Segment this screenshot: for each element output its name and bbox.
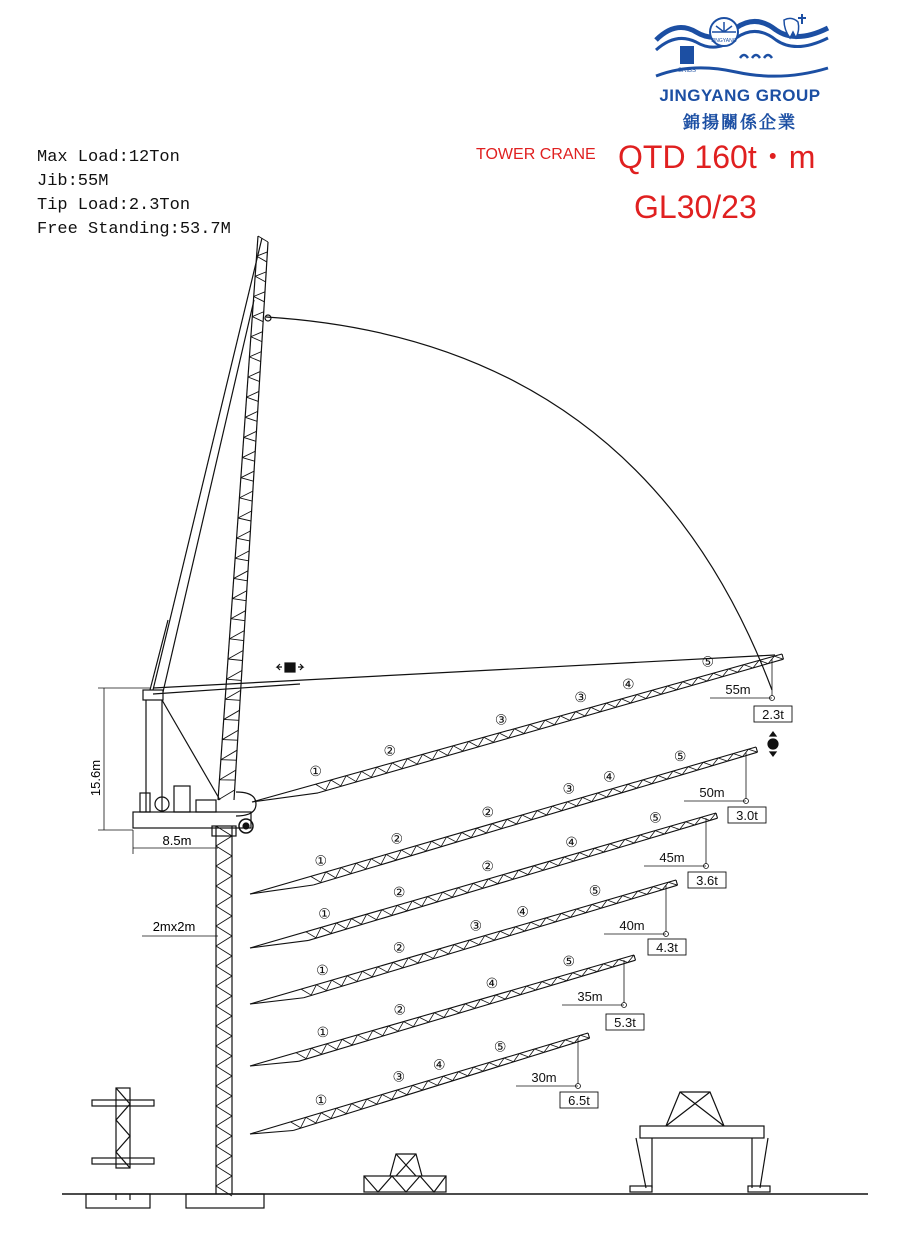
jib-section-marker: ③ (562, 780, 576, 797)
jib-section-marker: ④ (602, 768, 616, 785)
jib-luffing-arc (266, 317, 772, 690)
jib-lacing (311, 749, 758, 882)
jib-section-marker: ④ (432, 1056, 446, 1073)
jib-chord (250, 885, 313, 894)
counterweight-block (140, 793, 150, 812)
jib-configurations (250, 654, 792, 1134)
crane-type-label: TOWER CRANE (476, 146, 596, 163)
jib-section-marker: ② (392, 883, 406, 900)
jib-load-label: 6.5t (568, 1093, 590, 1108)
jib-load-label: 5.3t (614, 1015, 636, 1030)
jib-chord (252, 654, 782, 802)
model-title: QTD 160t・m (618, 139, 816, 175)
hoist-arrow-up (770, 732, 776, 736)
jib-reach-label: 30m (531, 1070, 557, 1085)
cab-box (196, 800, 216, 812)
luffing-jib-raised (218, 236, 268, 800)
jib-section-marker: ⑤ (588, 882, 602, 899)
logo-badge-text: JINGYANG (711, 38, 737, 44)
jib-section-marker: ① (318, 905, 331, 922)
jib-chord (250, 952, 634, 1066)
jib-reach-label: 50m (699, 785, 725, 800)
trolley-icon (285, 663, 295, 672)
jib-tip (634, 955, 635, 960)
jib-section-marker: ② (392, 939, 406, 956)
trolley-arrow-left (277, 664, 282, 670)
spec-tip-load: Tip Load:2.3Ton (37, 196, 191, 215)
jib-section-marker: ④ (565, 833, 578, 850)
jib-section-marker: ① (314, 852, 328, 869)
jib-section-marker: ⑤ (493, 1038, 507, 1055)
jib-tip-sheave (265, 315, 271, 321)
jib-tip (716, 813, 718, 818)
jib-config (250, 953, 644, 1066)
jib-config (252, 654, 792, 802)
dim-counter-jib-height: 15.6m (88, 759, 103, 797)
jib-section-marker: ⑤ (562, 952, 576, 969)
jib-lacing (316, 653, 784, 790)
company-name: JINGYANG GROUP (659, 86, 821, 105)
hoist-arrow-down (770, 752, 776, 756)
mast-lacing (216, 826, 232, 1196)
jib-section-marker: ④ (516, 903, 529, 920)
crane-structure (62, 236, 868, 1208)
a-frame-brace (162, 700, 220, 800)
trolley-arrow-right (298, 664, 303, 670)
jib-section-marker: ② (390, 830, 404, 847)
machinery-house (174, 786, 190, 812)
pendant-rope (153, 238, 262, 690)
jib-load-label: 2.3t (762, 707, 784, 722)
jib-section-marker: ① (314, 1091, 328, 1108)
jib-section-marker: ② (383, 742, 397, 759)
climbing-frame (92, 1088, 154, 1168)
jib-section-marker: ③ (392, 1068, 406, 1085)
slew-ring-center (243, 823, 249, 829)
jib-chord (250, 880, 676, 1004)
jib-load-label: 4.3t (656, 940, 678, 955)
jib-section-marker: ① (309, 763, 322, 780)
jib-section-marker: ① (316, 961, 329, 978)
jib-section-marker: ③ (469, 917, 483, 934)
jib-section-marker: ⑤ (701, 653, 715, 670)
dim-counter-jib-length: 8.5m (162, 833, 192, 848)
jib-section-marker: ⑤ (673, 748, 687, 765)
jib-section-marker: ② (481, 858, 494, 875)
jib-section-marker: ④ (485, 975, 499, 992)
side-foundation (86, 1194, 150, 1208)
jib-reach-label: 35m (577, 989, 603, 1004)
company-name-cn: 錦揚關係企業 (683, 113, 797, 133)
gantry-crane-icon (630, 1092, 770, 1192)
jib-chord (250, 813, 716, 948)
jib-config (250, 880, 686, 1004)
logo-sub-badge: SRIBS (677, 68, 697, 74)
tower-mast (212, 826, 236, 1196)
jib-reach-label: 40m (619, 918, 645, 933)
jib-load-label: 3.0t (736, 808, 758, 823)
ground-truss-section (364, 1154, 446, 1192)
jib-section-marker: ① (316, 1023, 330, 1040)
jib-section-marker: ③ (494, 711, 508, 728)
jib-config (250, 1033, 598, 1134)
spec-max-load: Max Load:12Ton (37, 148, 180, 167)
hoist-icon (768, 739, 778, 749)
jib-section-marker: ② (393, 1001, 407, 1018)
jib-section-marker: ④ (622, 675, 635, 692)
jib-section-marker: ⑤ (649, 809, 662, 826)
jib-reach-label: 55m (725, 682, 751, 697)
model-code: GL30/23 (634, 189, 757, 225)
spec-jib: Jib:55M (37, 172, 109, 191)
jib-section-marker: ③ (574, 689, 587, 706)
luff-lacing (218, 236, 268, 800)
jib-reach-label: 45m (659, 850, 685, 865)
spec-free-standing: Free Standing:53.7M (37, 220, 231, 239)
jib-section-marker: ② (481, 803, 495, 820)
mast-foundation (186, 1194, 264, 1208)
jib-load-label: 3.6t (696, 873, 718, 888)
jib-lacing (306, 813, 716, 938)
jib-lacing (296, 952, 634, 1059)
jib-chord (250, 940, 308, 948)
jib-chord (250, 998, 304, 1004)
dim-mast-section: 2mx2m (152, 919, 196, 934)
jib-chord (252, 793, 318, 802)
jib-chord (308, 818, 717, 940)
a-frame-top (143, 690, 163, 700)
jib-chord (318, 659, 783, 793)
